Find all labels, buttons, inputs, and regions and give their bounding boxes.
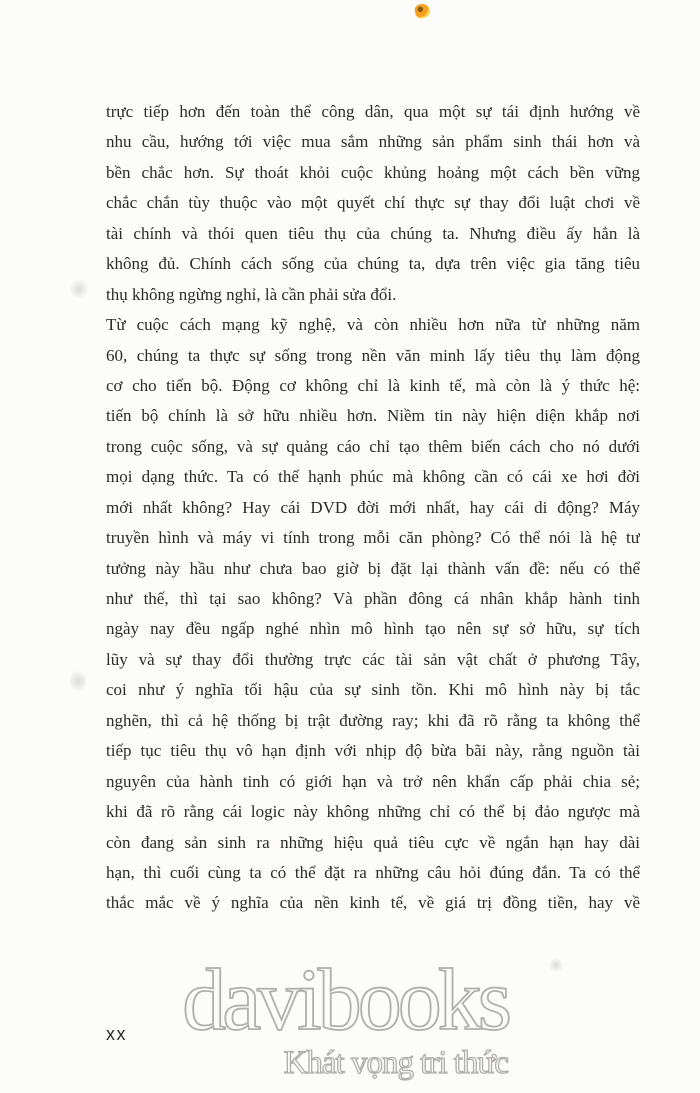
text-line: trong cuộc sống, và sự quảng cáo chỉ tạo thêm biến cách cho nó dưới: [106, 436, 640, 456]
text-line: ngày nay đều ngấp nghé nhìn mô hình tạo nên sự sở hữu, sự tích: [106, 619, 640, 639]
text-line: thụ không ngừng nghỉ, là cần phải sửa đổi.: [106, 284, 397, 304]
scan-smudge: [70, 278, 88, 300]
scan-smudge: [70, 668, 86, 694]
text-line: truyền hình và máy vi tính trong mỗi căn phòng? Có thể nói là hệ tư: [106, 528, 640, 548]
text-line: không đủ. Chính cách sống của chúng ta, dựa trên việc gia tăng tiêu: [106, 254, 640, 274]
text-line: 60, chúng ta thực sự sống trong nền văn minh lấy tiêu thụ làm động: [106, 345, 640, 365]
watermark-slogan: Khát vọng tri thức: [283, 1045, 508, 1081]
text-line: lũy và sự thay đổi thường trực các tài sản vật chất ở phương Tây,: [106, 649, 640, 669]
page-number: xx: [106, 1024, 127, 1044]
body-text-block: [106, 97, 640, 919]
orange-speck-decoration: [414, 3, 432, 20]
text-line: còn đang sản sinh ra những hiệu quả tiêu cực về ngắn hạn hay dài: [106, 832, 640, 852]
text-line: tiến bộ chính là sở hữu nhiều hơn. Niềm tin này hiện diện khắp nơi: [106, 406, 640, 426]
text-line: tiếp tục tiêu thụ vô hạn định với nhịp độ bừa bãi này, rằng nguồn tài: [106, 741, 640, 761]
text-line: mới nhất không? Hay cái DVD đời mới nhất, hay cái di động? Máy: [106, 497, 640, 517]
text-line: thắc mắc về ý nghĩa của nền kinh tế, về giá trị đồng tiền, hay về: [106, 893, 640, 913]
paragraph: [106, 310, 640, 919]
text-line: như thế, thì tại sao không? Và phần đông cá nhân khắp hành tinh: [106, 589, 640, 608]
text-line: nguyên của hành tinh có giới hạn và trở nên khẩn cấp phải chia sẻ;: [106, 771, 640, 791]
text-line: Từ cuộc cách mạng kỹ nghệ, và còn nhiều hơn nữa từ những năm: [106, 315, 640, 335]
text-line: tưởng này hầu như chưa bao giờ bị đặt lại thành vấn đề: nếu có thể: [106, 558, 640, 578]
text-line: coi như ý nghĩa tối hậu của sự sinh tồn. Khi mô hình này bị tắc: [106, 680, 640, 700]
watermark: [182, 952, 508, 1081]
text-line: trực tiếp hơn đến toàn thể công dân, qua một sự tái định hướng về: [106, 102, 640, 121]
text-line: cơ cho tiến bộ. Động cơ không chỉ là kinh tế, mà còn là ý thức hệ:: [106, 375, 640, 395]
paragraph: [106, 97, 640, 310]
text-line: khi đã rõ rằng cái logic này không những chỉ có thể bị đảo ngược mà: [106, 802, 640, 822]
watermark-brand: davibooks: [182, 952, 508, 1049]
text-line: chắc chắn tùy thuộc vào một quyết chí thực sự thay đổi luật chơi về: [106, 193, 640, 213]
text-line: mọi dạng thức. Ta có thể hạnh phúc mà không cần có cái xe hơi đời: [106, 467, 640, 487]
scan-smudge: [548, 958, 564, 972]
text-line: hạn, thì cuối cùng ta có thể đặt ra những câu hỏi đúng đắn. Ta có thể: [106, 862, 640, 882]
text-line: bền chắc hơn. Sự thoát khỏi cuộc khủng hoảng một cách bền vững: [106, 162, 640, 182]
text-line: tài chính và thói quen tiêu thụ của chúng ta. Nhưng điều ấy hẳn là: [106, 223, 640, 243]
text-line: nghẽn, thì cả hệ thống bị trật đường ray; khi đã rõ rằng ta không thể: [106, 710, 640, 730]
text-line: nhu cầu, hướng tới việc mua sắm những sản phẩm sinh thái hơn và: [106, 132, 640, 152]
